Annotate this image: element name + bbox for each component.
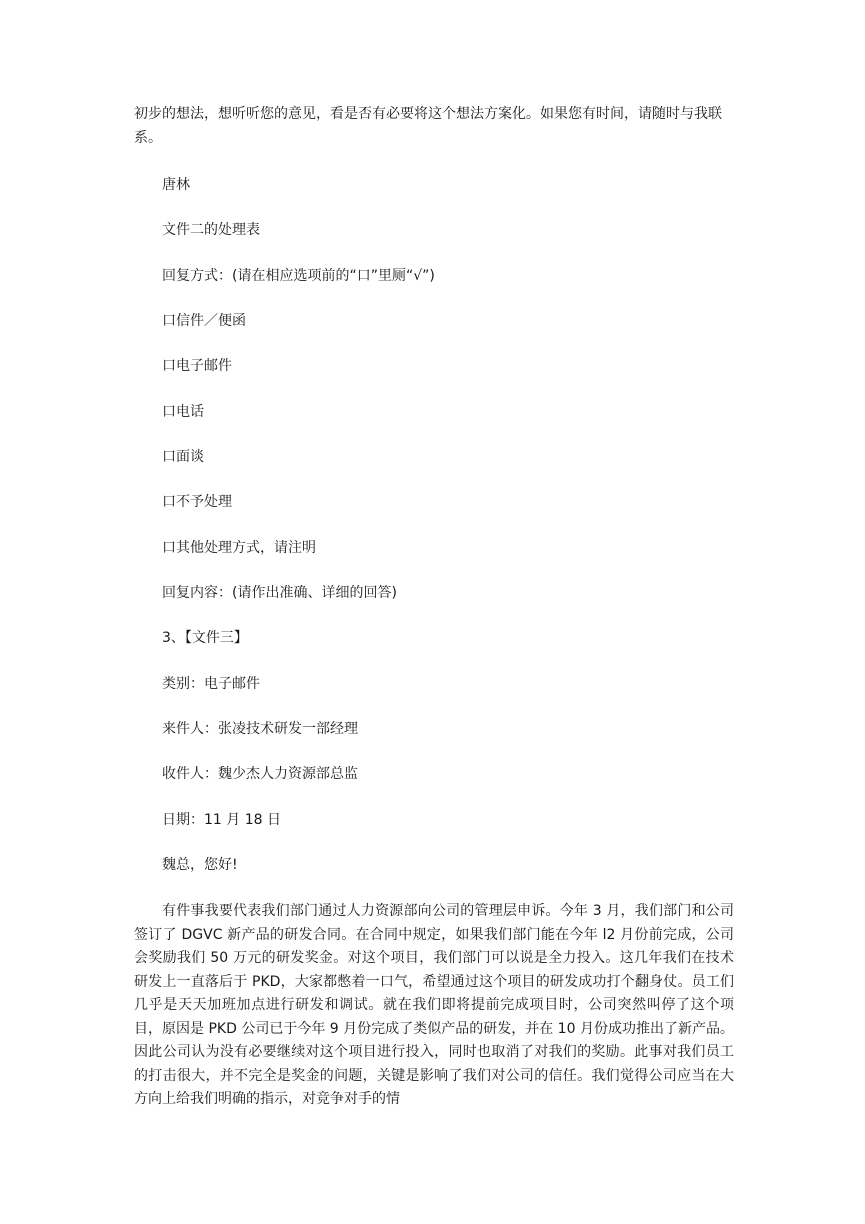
option-in-person: 口面谈 bbox=[162, 449, 204, 465]
file3-category: 类别：电子邮件 bbox=[162, 676, 260, 692]
option-email: 口电子邮件 bbox=[162, 358, 232, 374]
signature: 唐林 bbox=[162, 177, 190, 193]
form-title: 文件二的处理表 bbox=[162, 222, 260, 238]
reply-method-label: 回复方式：(请在相应选项前的“口”里厕“√”) bbox=[162, 268, 435, 284]
option-other: 口其他处理方式，请注明 bbox=[162, 540, 316, 556]
file3-heading: 3、【文件三】 bbox=[162, 630, 248, 646]
file3-recipient: 收件人：魏少杰人力资源部总监 bbox=[162, 766, 358, 782]
option-no-action: 口不予处理 bbox=[162, 494, 232, 510]
file3-body-paragraph: 有件事我要代表我们部门通过人力资源部向公司的管理层申诉。今年 3 月，我们部门和公司签订了 DGVC 新产品的研发合同。在合同中规定，如果我们部门能在今年 l2 月份前完成，公司会奖励我们 50 万元的研发奖金。对这个项目，我们部门可以说是全力投入。这几年我们在技术研发上一直落后于 PKD，大家都憋着一口气，希望通过这个项目的研发成功打个翻身仗。员工们几乎是天天加班加点进行研发和调试。就在我们即将提前完成项目时，公司突然叫停了这个项目，原因是 PKD 公司已于今年 9 月份完成了类似产品的研发，并在 10 月份成功推出了新产品。因此公司认为没有必要继续对这个项目进行投入，同时也取消了对我们的奖励。此事对我们员工的打击很大，并不完全是奖金的问题，关键是影响了我们对公司的信任。我们觉得公司应当在大方向上给我们明确的指示，对竞争对手的情 bbox=[134, 903, 734, 1107]
intro-continuation-paragraph: 初步的想法，想听听您的意见，看是否有必要将这个想法方案化。如果您有时间，请随时与我联系。 bbox=[134, 106, 722, 146]
reply-content-label: 回复内容：(请作出准确、详细的回答) bbox=[162, 585, 397, 601]
file3-date: 日期：11 月 18 日 bbox=[162, 812, 281, 828]
file3-greeting: 魏总，您好! bbox=[162, 857, 238, 873]
option-phone: 口电话 bbox=[162, 404, 204, 420]
option-letter-memo: 口信件／便函 bbox=[162, 313, 246, 329]
file3-sender: 来件人：张凌技术研发一部经理 bbox=[162, 721, 358, 737]
